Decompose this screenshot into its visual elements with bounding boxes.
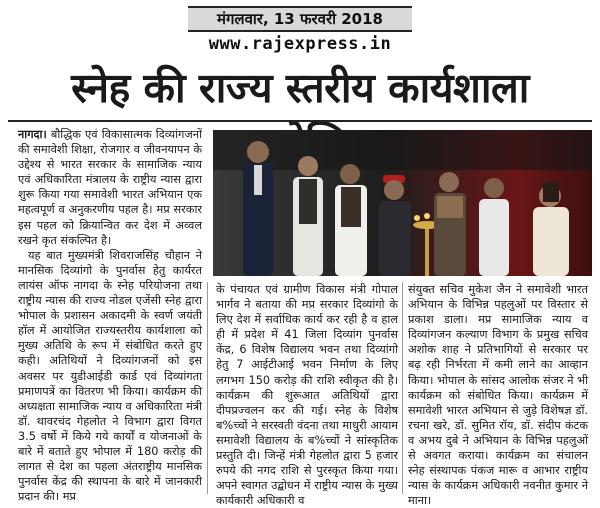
paragraph-text: बौद्धिक एवं विकासात्मक दिव्यांगजनों की समावेशी शिक्षा, रोजगार व जीवनयापन के उद्देश्य से भारत सरकार के सामाजिक न्याय एवं अधिकारिता मंत्रालय के राष्ट्रीय न्यास द्वारा शुरू किया गया समावेशी भारत अभियान एक महत्वपूर्ण व अनुकरणीय पहल है। मप्र सरकार इस पहल को क्रियान्वित कर देश में अव्वल रखने कृत संकल्पित है। bbox=[18, 128, 203, 247]
masthead bbox=[188, 6, 412, 58]
article-paragraph: संयुक्त सचिव मुकेश जैन ने समावेशी भारत अभियान के विभिन्न पहलुओं पर विस्तार से प्रकाश डाला। मप्र सामाजिक न्याय व दिव्यांगजन कल्याण विभाग के प्रमुख सचिव अशोक शाह ने प्रतिभागियों से सरकार पर बढ़ रही निर्भरता में कमी लाने का आव्हान किया। भोपाल के सांसद आलोक संजर ने भी कार्यक्रम को संबोधित किया। कार्यक्रम में समावेशी भारत अभियान से जुड़े विशेषज्ञ डॉ. रचना खरे, डॉ. सुमित रॉय, डॉ. संदीप कंटक व अभय दुबे ने अभियान के विभिन्न पहलुओं से अवगत कराया। कार्यक्रम का संचालन स्नेह संस्थापक पंकज मारू व आभार राष्ट्रीय न्यास के कार्यक्रम अधिकारी नवनीत कुमार ने माना। bbox=[408, 283, 588, 508]
article-paragraph bbox=[18, 127, 202, 248]
event-photo-image bbox=[213, 130, 592, 276]
column-divider bbox=[402, 282, 403, 494]
article-column-3 bbox=[408, 282, 588, 508]
article-column-1 bbox=[18, 127, 202, 504]
article-paragraph: यह बात मुख्यमंत्री शिवराजसिंह चौहान ने मानसिक दिव्यांगो के पुनर्वास हेतु कार्यरत लायंस ऑफ नागदा के स्नेह परियोजना तथा राष्ट्रीय न्यास की राज्य नोडल एजेंसी स्नेह द्वारा भोपाल के प्रशासन अकादमी के स्वर्ण जयंती हॉल में आयोजित राज्यस्तरीय कार्यशाला को मुख्य अतिथि के रूप में संबोधित करते हुए कही। अतिथियों ने दिव्यांगजनों को इस अवसर पर युडीआईडी कार्ड एवं दिव्यांगता प्रमाणपत्रें का वितरण भी किया। कार्यक्रम की अध्यक्षता सामाजिक न्याय व अधिकारिता मंत्री डॉ. थावरचंद गेहलोत ने विभाग द्वारा विगत 3.5 वर्षो में किये गये कार्यों व योजनाओं के बारे में बताते हुए भोपाल में 180 करोड़ की लागत से देश का पहला अंतराष्ट्रीय मानसिक पुनर्वास केंद्र की स्थापना के बारे में जानकारी प्रदान की। मप्र bbox=[18, 248, 202, 504]
column-divider bbox=[207, 282, 208, 494]
headline-rule bbox=[8, 120, 592, 122]
date-bar: मंगलवार, 13 फरवरी 2018 bbox=[188, 6, 412, 32]
article-paragraph: के पंचायत एवं ग्रामीण विकास मंत्री गोपाल भार्गव ने बताया की मप्र सरकार दिव्यांगो के लिए देश में सर्वाधिक कार्य कर रही है व हाल ही में प्रदेश में 41 जिला दिव्यांग पुनर्वास केंद्र, 6 विशेष विद्यालय भवन तथा दिव्यांगो हेतु 7 आईटीआई भवन निर्माण के लिए लगभग 150 करोड़ की राशि स्वीकृत की है। कार्यक्रम की शुरूआत अतिथियों द्वारा दीपप्रज्वलन कर की गई। स्नेह के विशेष ब%च्चों ने सरस्वती वंदना तथा माधुरी आयाम समावेशी विद्यालय के ब%च्चों ने सांस्कृतिक प्रस्तुति दी। जिन्हें मंत्री गेहलोत द्वारा 5 हजार रुपये की नगद राशि से पुरस्कृत किया गया। अपने स्वागत उद्बोधन में राष्ट्रीय न्यास के मुख्य कार्यकारी अधिकारी व bbox=[216, 283, 398, 508]
dateline: नागदा। bbox=[18, 128, 47, 141]
event-photo bbox=[213, 130, 592, 276]
headline: स्नेह की राज्य स्तरीय कार्यशाला bbox=[71, 64, 529, 112]
website-url: www.rajexpress.in bbox=[208, 34, 392, 54]
article-column-2 bbox=[216, 282, 398, 508]
